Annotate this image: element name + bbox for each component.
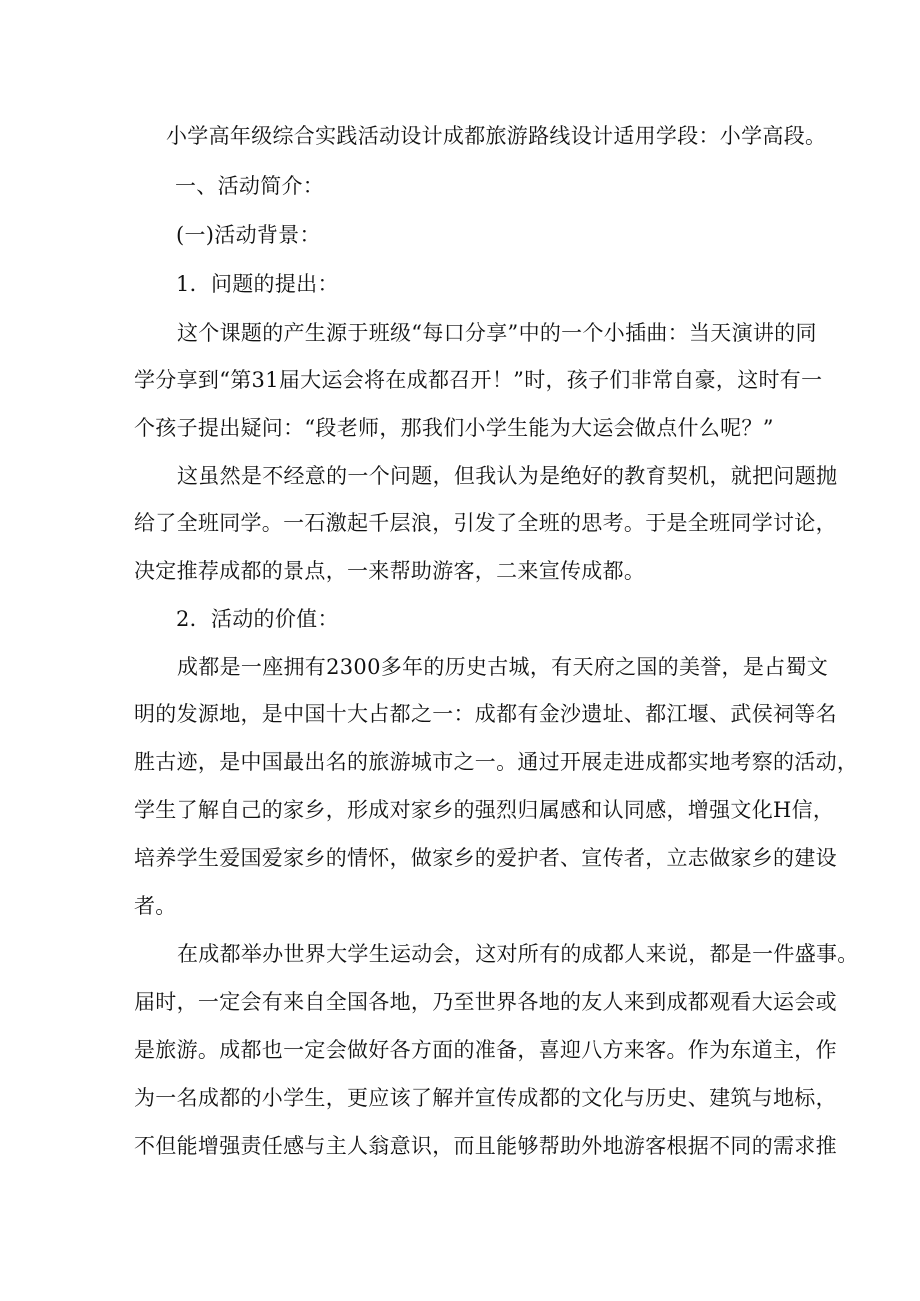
- paragraph-line: 个孩子提出疑问：“段老师，那我们小学生能为大运会做点什么呢？”: [134, 416, 774, 440]
- paragraph-line: 不但能增强责任感与主人翁意识，而且能够帮助外地游客根据不同的需求推: [134, 1134, 837, 1158]
- paragraph-line: 是旅游。成都也一定会做好各方面的准备，喜迎八方来客。作为东道主，作: [134, 1038, 837, 1062]
- paragraph-line: 决定推荐成都的景点，一来帮助游客，二来宣传成都。: [134, 559, 646, 583]
- subsection-heading-background: (一)活动背景：: [176, 223, 321, 247]
- item-heading-value: 2．活动的价值：: [176, 607, 339, 631]
- paragraph-line: 给了全班同学。一石激起千层浪，引发了全班的思考。于是全班同学讨论，: [134, 511, 837, 535]
- item-heading-problem: 1．问题的提出：: [176, 272, 339, 296]
- paragraph-line: 培养学生爱国爱家乡的情怀，做家乡的爱护者、宣传者，立志做家乡的建设: [134, 846, 837, 870]
- paragraph-line: 在成都举办世界大学生运动会，这对所有的成都人来说，都是一件盛事。: [177, 942, 859, 966]
- document-title: 小学高年级综合实践活动设计成都旅游路线设计适用学段：小学高段。: [166, 124, 827, 148]
- paragraph-line: 明的发源地，是中国十大占都之一：成都有金沙遗址、都江堰、武侯祠等名: [134, 702, 837, 726]
- paragraph-line: 这个课题的产生源于班级“每口分享”中的一个小插曲：当天演讲的同: [177, 321, 817, 345]
- section-heading-activity-intro: 一、活动简介：: [175, 174, 325, 198]
- paragraph-line: 者。: [134, 894, 177, 918]
- paragraph-line: 这虽然是不经意的一个问题，但我认为是绝好的教育契机，就把问题抛: [177, 464, 838, 488]
- paragraph-line: 成都是一座拥有2300多年的历史古城，有天府之国的美誉，是占蜀文: [177, 655, 829, 679]
- paragraph-line: 胜古迹，是中国最出名的旅游城市之一。通过开展走进成都实地考察的活动，: [134, 750, 859, 774]
- paragraph-line: 届时，一定会有来自全国各地，乃至世界各地的友人来到成都观看大运会或: [134, 990, 837, 1014]
- paragraph-line: 学生了解自己的家乡，形成对家乡的强烈归属感和认同感，增强文化H信，: [134, 798, 835, 822]
- paragraph-line: 学分享到“第31届大运会将在成都召开！”时，孩子们非常自豪，这时有一: [134, 368, 823, 392]
- paragraph-line: 为一名成都的小学生，更应该了解并宣传成都的文化与历史、建筑与地标，: [134, 1086, 837, 1110]
